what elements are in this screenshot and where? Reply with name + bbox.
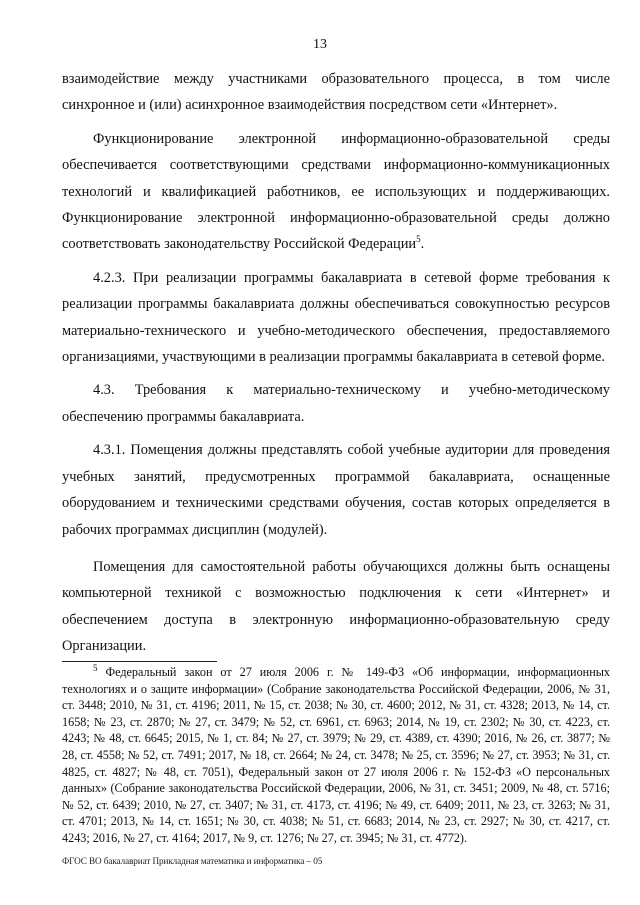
paragraph-4: 4.3. Требования к материально-техническому и учебно-методическому обеспечению программы бакалавриата. [62,382,610,425]
paragraph-6: Помещения для самостоятельной работы обучающихся должны быть оснащены компьютерной техникой с возможностью подключения к сети «Интернет» и обеспечением доступа в электронную информационно-образовательную среду Организации. [62,558,610,655]
footnote-separator [62,661,217,662]
main-text [62,66,610,660]
page-footer: ФГОС ВО бакалавриат Прикладная математика и информатика – 05 [62,856,323,866]
paragraph-2-text: Функционирование электронной информационно-образовательной среды обеспечивается соответствующими средствами информационно-коммуникационных технологий и квалификацией работников, ее использующих и поддерживающих. Функционирование электронной информационно-образовательной среды должно соответствовать законодательству Российской Федерации [62,130,610,253]
paragraph-1: взаимодействие между участниками образовательного процесса, в том числе синхронное и (или) асинхронное взаимодействия посредством сети «Интернет». [62,71,610,114]
page-number: 13 [313,37,327,52]
paragraph-2: Функционирование электронной информационно-образовательной среды обеспечивается соответствующими средствами информационно-коммуникационных технологий и квалификацией работников, ее использующих и поддерживающих. Функционирование электронной информационно-образовательной среды должно соответствовать законодательству Российской Федерации$^5$. [62,130,610,253]
footnote-text: Федеральный закон от 27 июля 2006 г. № 149-ФЗ «Об информации, информационных технологиях и о защите информации» (Собрание законодательства Российской Федерации, 2006, № 31, ст. 3448; 2010, № 31, ст. 4196; 2011, № 15, ст. 2038; № 30, ст. 4600; 2012, № 31, ст. 4328; 2013, № 14, ст. 1658; № 23, ст. 2870; № 27, ст. 3479; № 52, ст. 6961, ст. 6963; 2014, № 19, ст. 2302; № 30, ст. 4223, ст. 4243; № 48, ст. 6645; 2015, № 1, ст. 84; № 27, ст. 3979; № 29, ст. 4389, ст. 4390; 2016, № 26, ст. 3877; № 28, ст. 4558; № 52, ст. 7491; 2017, № 18, ст. 2664; № 24, ст. 3478; № 25, ст. 3596; № 27, ст. 3953; № 31, ст. 4825, ст. 4827; № 48, ст. 7051), Федеральный закон от 27 июля 2006 г. № 152-ФЗ «О персональных данных» (Собрание законодательства Российской Федерации, 2006, № 31, ст. 3451; 2009, № 48, ст. 5716; № 52, ст. 6439; 2010, № 27, ст. 3407; № 31, ст. 4173, ст. 4196; № 49, ст. 6409; 2011, № 23, ст. 3263; № 31, ст. 4701; 2013, № 14, ст. 1651; № 30, ст. 4038; № 51, ст. 6683; 2014, № 23, ст. 2927; № 30, ст. 4217, ст. 4243; 2016, № 27, ст. 4164; 2017, № 9, ст. 1276; № 27, ст. 3945; № 31, ст. 4772). [62,665,610,845]
footnote-number: 5 [93,662,98,673]
paragraph-3: 4.2.3. При реализации программы бакалавриата в сетевой форме требования к реализации программы бакалавриата должны обеспечиваться совокупностью ресурсов материально-технического и учебно-методического обеспечения, предоставляемого организациями, участвующими в реализации программы бакалавриата в сетевой форме. [62,269,610,366]
footnote [62,664,610,847]
footnote-reference: 5 [416,234,421,245]
paragraph-5: 4.3.1. Помещения должны представлять собой учебные аудитории для проведения учебных занятий, предусмотренных программой бакалавриата, оснащенные оборудованием и техническими средствами обучения, состав которых определяется в рабочих программах дисциплин (модулей). [62,442,610,538]
footnote-paragraph [62,664,610,847]
